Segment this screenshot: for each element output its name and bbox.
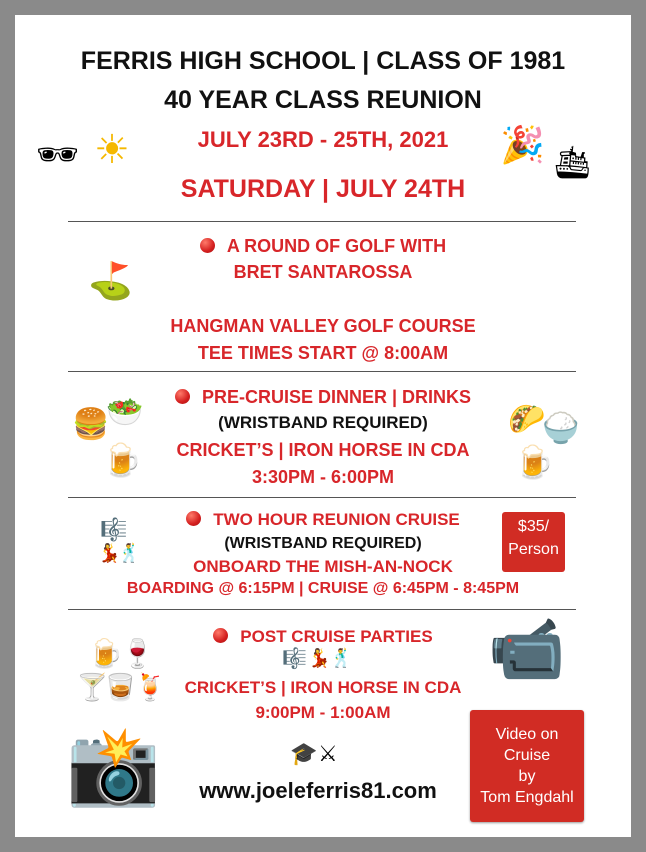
website-link[interactable]: www.joeleferris81.com — [199, 778, 437, 803]
whiskey-glass-icon: 🥃 — [104, 673, 137, 703]
golf-host: BRET SANTAROSSA — [233, 262, 413, 282]
golf-icon: ⛳ — [88, 261, 133, 302]
school-class-title: FERRIS HIGH SCHOOL | CLASS OF 1981 — [80, 47, 566, 75]
post-cruise-title: POST CRUISE PARTIES — [15, 627, 631, 647]
event-day: SATURDAY | JULY 24TH — [180, 175, 466, 203]
tropical-drink-icon: 🍹 — [134, 673, 167, 703]
salad-icon: 🥗 — [106, 395, 144, 430]
beer-mug-icon: 🍺 — [88, 637, 123, 670]
golf-venue: HANGMAN VALLEY GOLF COURSE — [170, 316, 476, 336]
beer-mug-icon: 🍺 — [102, 441, 142, 479]
dinner-wristband-note: (WRISTBAND REQUIRED) — [218, 413, 428, 432]
reunion-title: 40 YEAR CLASS REUNION — [164, 86, 482, 114]
red-circle-icon — [200, 238, 215, 253]
camera-with-flash-icon: 📸 — [66, 721, 161, 810]
dinner-venue: CRICKET’S | IRON HORSE IN CDA — [176, 440, 470, 460]
party-popper-icon: 🎉 — [500, 125, 545, 166]
reunion-dates: JULY 23RD - 25TH, 2021 — [197, 127, 449, 152]
post-cruise-time: 9:00PM - 1:00AM — [255, 703, 391, 722]
beer-mug-icon: 🍺 — [514, 443, 554, 481]
crossed-swords-icon: ⚔ — [318, 742, 338, 767]
rice-bowl-icon: 🍚 — [542, 411, 580, 446]
graduation-cap-icon: 🎓 — [290, 742, 318, 767]
cruise-title: TWO HOUR REUNION CRUISE — [15, 510, 631, 530]
dancer-woman-icon: 💃 — [98, 543, 121, 564]
cocktail-icon: 🍸 — [76, 673, 109, 703]
wine-glass-icon: 🍷 — [120, 637, 155, 670]
dancer-man-icon: 🕺 — [118, 543, 141, 564]
video-camera-icon: 📹 — [488, 612, 566, 685]
sunglasses-icon: 🕶 — [36, 135, 80, 175]
cruise-wristband-note: (WRISTBAND REQUIRED) — [224, 535, 422, 552]
red-circle-icon — [213, 628, 228, 643]
burger-icon: 🍔 — [72, 407, 110, 442]
sun-icon: ☀ — [94, 127, 130, 173]
red-circle-icon — [175, 389, 190, 404]
musical-score-icon: 🎼 — [100, 518, 128, 543]
dancer-woman-icon: 💃 — [308, 648, 331, 669]
ship-icon: 🛳 — [552, 143, 593, 181]
dinner-time: 3:30PM - 6:00PM — [251, 467, 395, 487]
dinner-title: PRE-CRUISE DINNER | DRINKS — [15, 387, 631, 408]
cruise-time: BOARDING @ 6:15PM | CRUISE @ 6:45PM - 8:45PM — [126, 580, 520, 597]
divider — [68, 221, 576, 222]
post-cruise-venue: CRICKET’S | IRON HORSE IN CDA — [184, 678, 462, 697]
divider — [68, 497, 576, 498]
divider — [68, 371, 576, 372]
taco-icon: 🌮 — [508, 402, 546, 437]
dancer-man-icon: 🕺 — [330, 648, 353, 669]
golf-time: TEE TIMES START @ 8:00AM — [197, 343, 449, 363]
musical-score-icon: 🎼 — [282, 646, 307, 670]
price-badge: $35/ Person — [502, 512, 565, 572]
cruise-venue: ONBOARD THE MISH-AN-NOCK — [193, 557, 453, 576]
golf-title: A ROUND OF GOLF WITH — [15, 236, 631, 257]
red-circle-icon — [186, 511, 201, 526]
divider — [68, 609, 576, 610]
video-on-cruise-button[interactable]: Video on Cruise by Tom Engdahl — [470, 710, 584, 822]
